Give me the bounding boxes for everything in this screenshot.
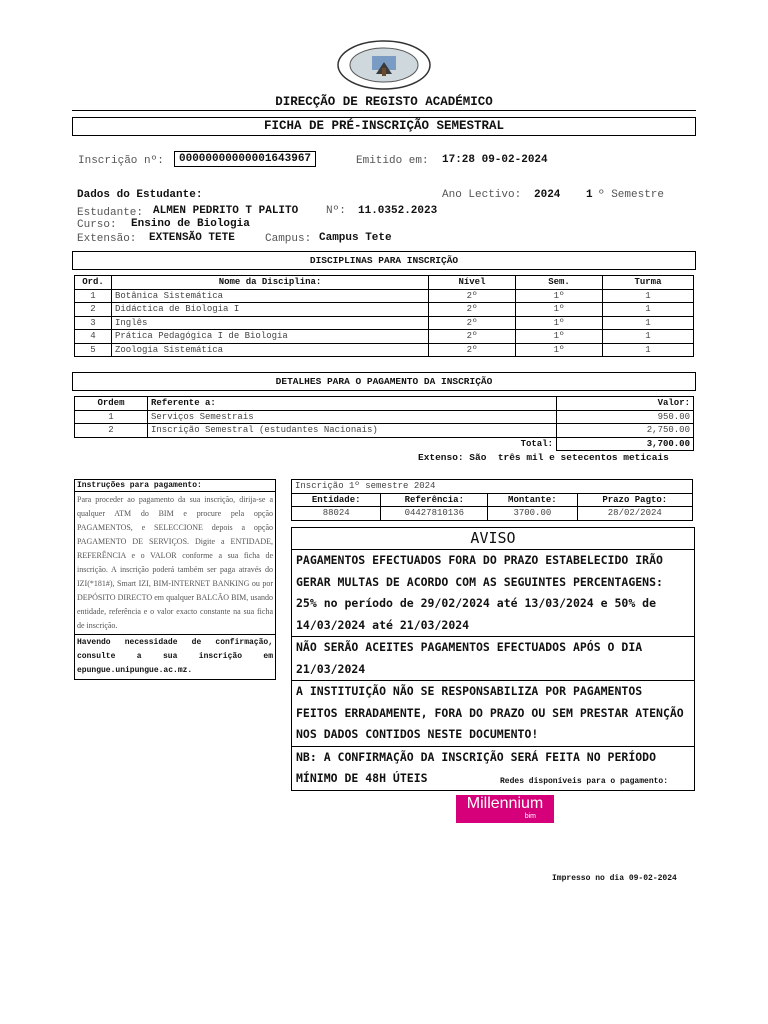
col-entity: Entidade: xyxy=(292,493,381,507)
year-value: 2024 xyxy=(534,189,561,201)
col-order: Ord. xyxy=(75,276,112,290)
instructions-footer: Havendo necessidade de confirmação, consulte a sua inscrição em epungue.unipungue.ac.mz. xyxy=(77,638,273,675)
disciplines-title: DISCIPLINAS PARA INSCRIÇÃO xyxy=(72,251,696,270)
col-ordem: Ordem xyxy=(75,397,148,411)
payment-instructions xyxy=(74,479,276,680)
deadline-value: 28/02/2024 xyxy=(577,507,692,521)
registration-number: 00000000000001643967 xyxy=(174,151,316,167)
table-row: 5 Zoologia Sistemática 2º 1º 1 xyxy=(75,343,694,357)
registration-label: Inscrição nº: xyxy=(78,155,164,167)
divider xyxy=(72,110,696,111)
col-semester: Sem. xyxy=(516,276,603,290)
extension-label: Extensão: xyxy=(77,233,137,245)
total-label: Total: xyxy=(520,439,553,449)
networks-label: Redes disponíveis para o pagamento: xyxy=(500,777,669,786)
printed-date: Impresso no dia 09-02-2024 xyxy=(552,874,677,883)
semester-number: 1 xyxy=(586,189,593,201)
table-row: 3 Inglês 2º 1º 1 xyxy=(75,316,694,330)
notice-paragraph: NB: A CONFIRMAÇÃO DA INSCRIÇÃO SERÁ FEITA NO PERÍODO MÍNIMO DE 48H ÚTEIS xyxy=(296,749,657,785)
table-row: 1 Botânica Sistemática 2º 1º 1 xyxy=(75,289,694,303)
table-row: 2 Didáctica de Biologia I 2º 1º 1 xyxy=(75,303,694,317)
extension-value: EXTENSÃO TETE xyxy=(149,232,235,244)
table-row: 1 Serviços Semestrais 950.00 xyxy=(75,410,694,424)
entity-value: 88024 xyxy=(292,507,381,521)
issued-label: Emitido em: xyxy=(356,155,429,167)
issued-value: 17:28 09-02-2024 xyxy=(442,154,548,166)
amount-in-words: Extenso: São três mil e setecentos meticais xyxy=(418,452,669,463)
notice-box xyxy=(291,527,695,791)
total-value: 3,700.00 xyxy=(557,437,694,451)
course-value: Ensino de Biologia xyxy=(131,218,250,230)
amount-value: 3700.00 xyxy=(488,507,577,521)
col-referente: Referente a: xyxy=(148,397,557,411)
table-row: 4 Prática Pedagógica I de Biologia 2º 1º 1 xyxy=(75,330,694,344)
col-name: Nome da Disciplina: xyxy=(112,276,429,290)
col-amount: Montante: xyxy=(488,493,577,507)
semester-label: º Semestre xyxy=(598,189,665,201)
reference-table xyxy=(291,479,693,521)
disciplines-table xyxy=(74,275,694,357)
student-section-label: Dados do Estudante: xyxy=(77,189,203,201)
student-name-label: Estudante: xyxy=(77,207,144,219)
year-label: Ano Lectivo: xyxy=(442,189,522,201)
form-title: FICHA DE PRÉ-INSCRIÇÃO SEMESTRAL xyxy=(72,117,696,136)
payment-table xyxy=(74,396,694,451)
instructions-body: Para proceder ao pagamento da sua inscrição, dirija-se a qualquer ATM do BIM e procure pela opção PAGAMENTOS, e SELECCIONE depois a opção PAGAMENTO DE SERVIÇOS. Digite a ENTIDADE, REFERÊNCIA e o VALOR conforme a sua ficha de inscrição. A inscrição poderá também ser paga através do IZI(*181#), Smart IZI, BIM-INTERNET BANKING ou por DEPÓSITO DIRECTO em qualquer BALCÃO BIM, usando entidade, referência e o valor exacto constante na sua ficha de inscrição. xyxy=(75,492,275,635)
col-class: Turma xyxy=(603,276,694,290)
course-label: Curso: xyxy=(77,219,117,231)
student-name: ALMEN PEDRITO T PALITO xyxy=(153,205,299,217)
table-row: 2 Inscrição Semestral (estudantes Nacionais) 2,750.00 xyxy=(75,424,694,438)
notice-title: AVISO xyxy=(292,528,694,550)
notice-paragraph: A INSTITUIÇÃO NÃO SE RESPONSABILIZA POR PAGAMENTOS FEITOS ERRADAMENTE, FORA DO PRAZO OU SEM PRESTAR ATENÇÃO NOS DADOS CONTIDOS NESTE DOCUMENTO! xyxy=(292,681,694,747)
payment-title: DETALHES PARA O PAGAMENTO DA INSCRIÇÃO xyxy=(72,372,696,391)
col-reference: Referência: xyxy=(381,493,488,507)
university-logo xyxy=(336,40,432,90)
millennium-bim-logo: Millennium bim xyxy=(456,795,554,823)
campus-label: Campus: xyxy=(265,233,312,245)
reference-value: 04427810136 xyxy=(381,507,488,521)
col-deadline: Prazo Pagto: xyxy=(577,493,692,507)
student-number-label: Nº: xyxy=(326,205,346,217)
notice-paragraph: NÃO SERÃO ACEITES PAGAMENTOS EFECTUADOS APÓS O DIA 21/03/2024 xyxy=(292,637,694,681)
col-level: Nível xyxy=(429,276,516,290)
notice-paragraph: PAGAMENTOS EFECTUADOS FORA DO PRAZO ESTABELECIDO IRÃO GERAR MULTAS DE ACORDO COM AS SEGUINTES PERCENTAGENS: 25% no período de 29/02/2024 até 13/03/2024 e 50% de 14/03/2024 até 21/03/2024 xyxy=(292,550,694,637)
student-number: 11.0352.2023 xyxy=(358,205,438,217)
total-row xyxy=(75,437,694,451)
campus-value: Campus Tete xyxy=(319,232,392,244)
department-title: DIRECÇÃO DE REGISTO ACADÉMICO xyxy=(275,95,493,109)
instructions-title: Instruções para pagamento: xyxy=(75,480,275,492)
reference-caption: Inscrição 1º semestre 2024 xyxy=(292,480,693,494)
col-valor: Valor: xyxy=(557,397,694,411)
